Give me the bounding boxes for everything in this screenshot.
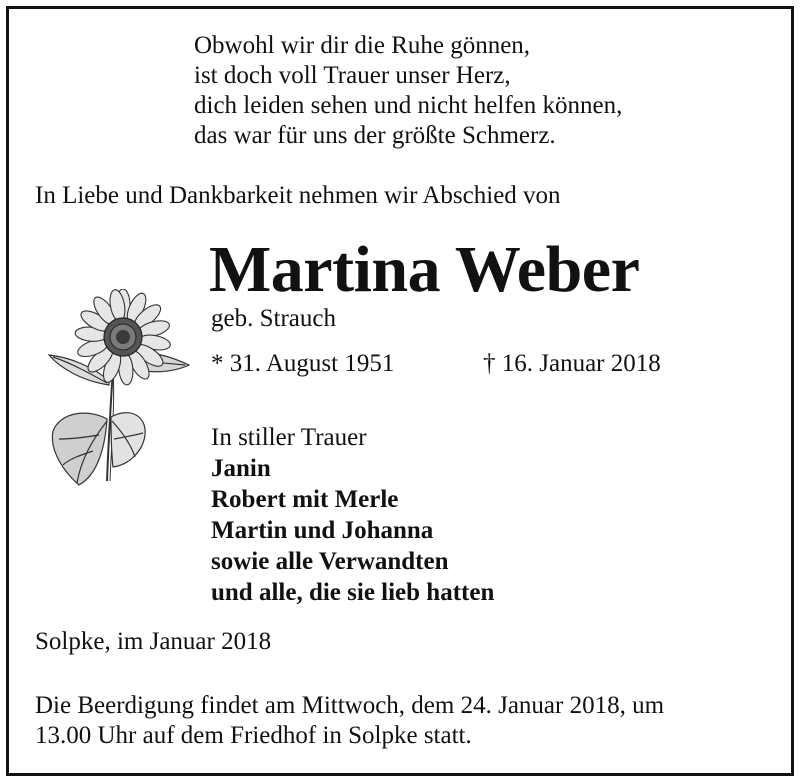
- poem-line: ist doch voll Trauer unser Herz,: [194, 62, 511, 89]
- obituary-frame: [6, 6, 794, 776]
- funeral-line: Die Beerdigung findet am Mittwoch, dem 24. Januar 2018, um: [35, 692, 665, 719]
- funeral-line: 13.00 Uhr auf dem Friedhof in Solpke statt.: [35, 722, 472, 749]
- mourner-name: Martin und Johanna: [211, 517, 434, 544]
- sunflower-icon: [39, 289, 199, 494]
- mourner-name: und alle, die sie lieb hatten: [211, 579, 495, 606]
- maiden-name: geb. Strauch: [211, 305, 336, 332]
- poem-line: dich leiden sehen und nicht helfen können,: [194, 92, 623, 119]
- deceased-name: Martina Weber: [209, 233, 640, 306]
- mourner-name: sowie alle Verwandten: [211, 548, 449, 575]
- poem-line: das war für uns der größte Schmerz.: [194, 122, 556, 149]
- mourner-name: Janin: [211, 455, 271, 482]
- poem: [194, 31, 622, 151]
- life-dates: [211, 349, 661, 379]
- mourning-lead: In stiller Trauer: [211, 424, 367, 451]
- poem-line: Obwohl wir dir die Ruhe gönnen,: [194, 32, 531, 59]
- place-date: Solpke, im Januar 2018: [35, 628, 272, 655]
- birth-date: * 31. August 1951: [211, 350, 395, 377]
- mourner-name: Robert mit Merle: [211, 486, 399, 513]
- intro-text: In Liebe und Dankbarkeit nehmen wir Abschied von: [35, 182, 561, 209]
- mourners-block: [211, 422, 494, 608]
- death-date: † 16. Januar 2018: [483, 350, 661, 377]
- funeral-notice: [35, 691, 775, 751]
